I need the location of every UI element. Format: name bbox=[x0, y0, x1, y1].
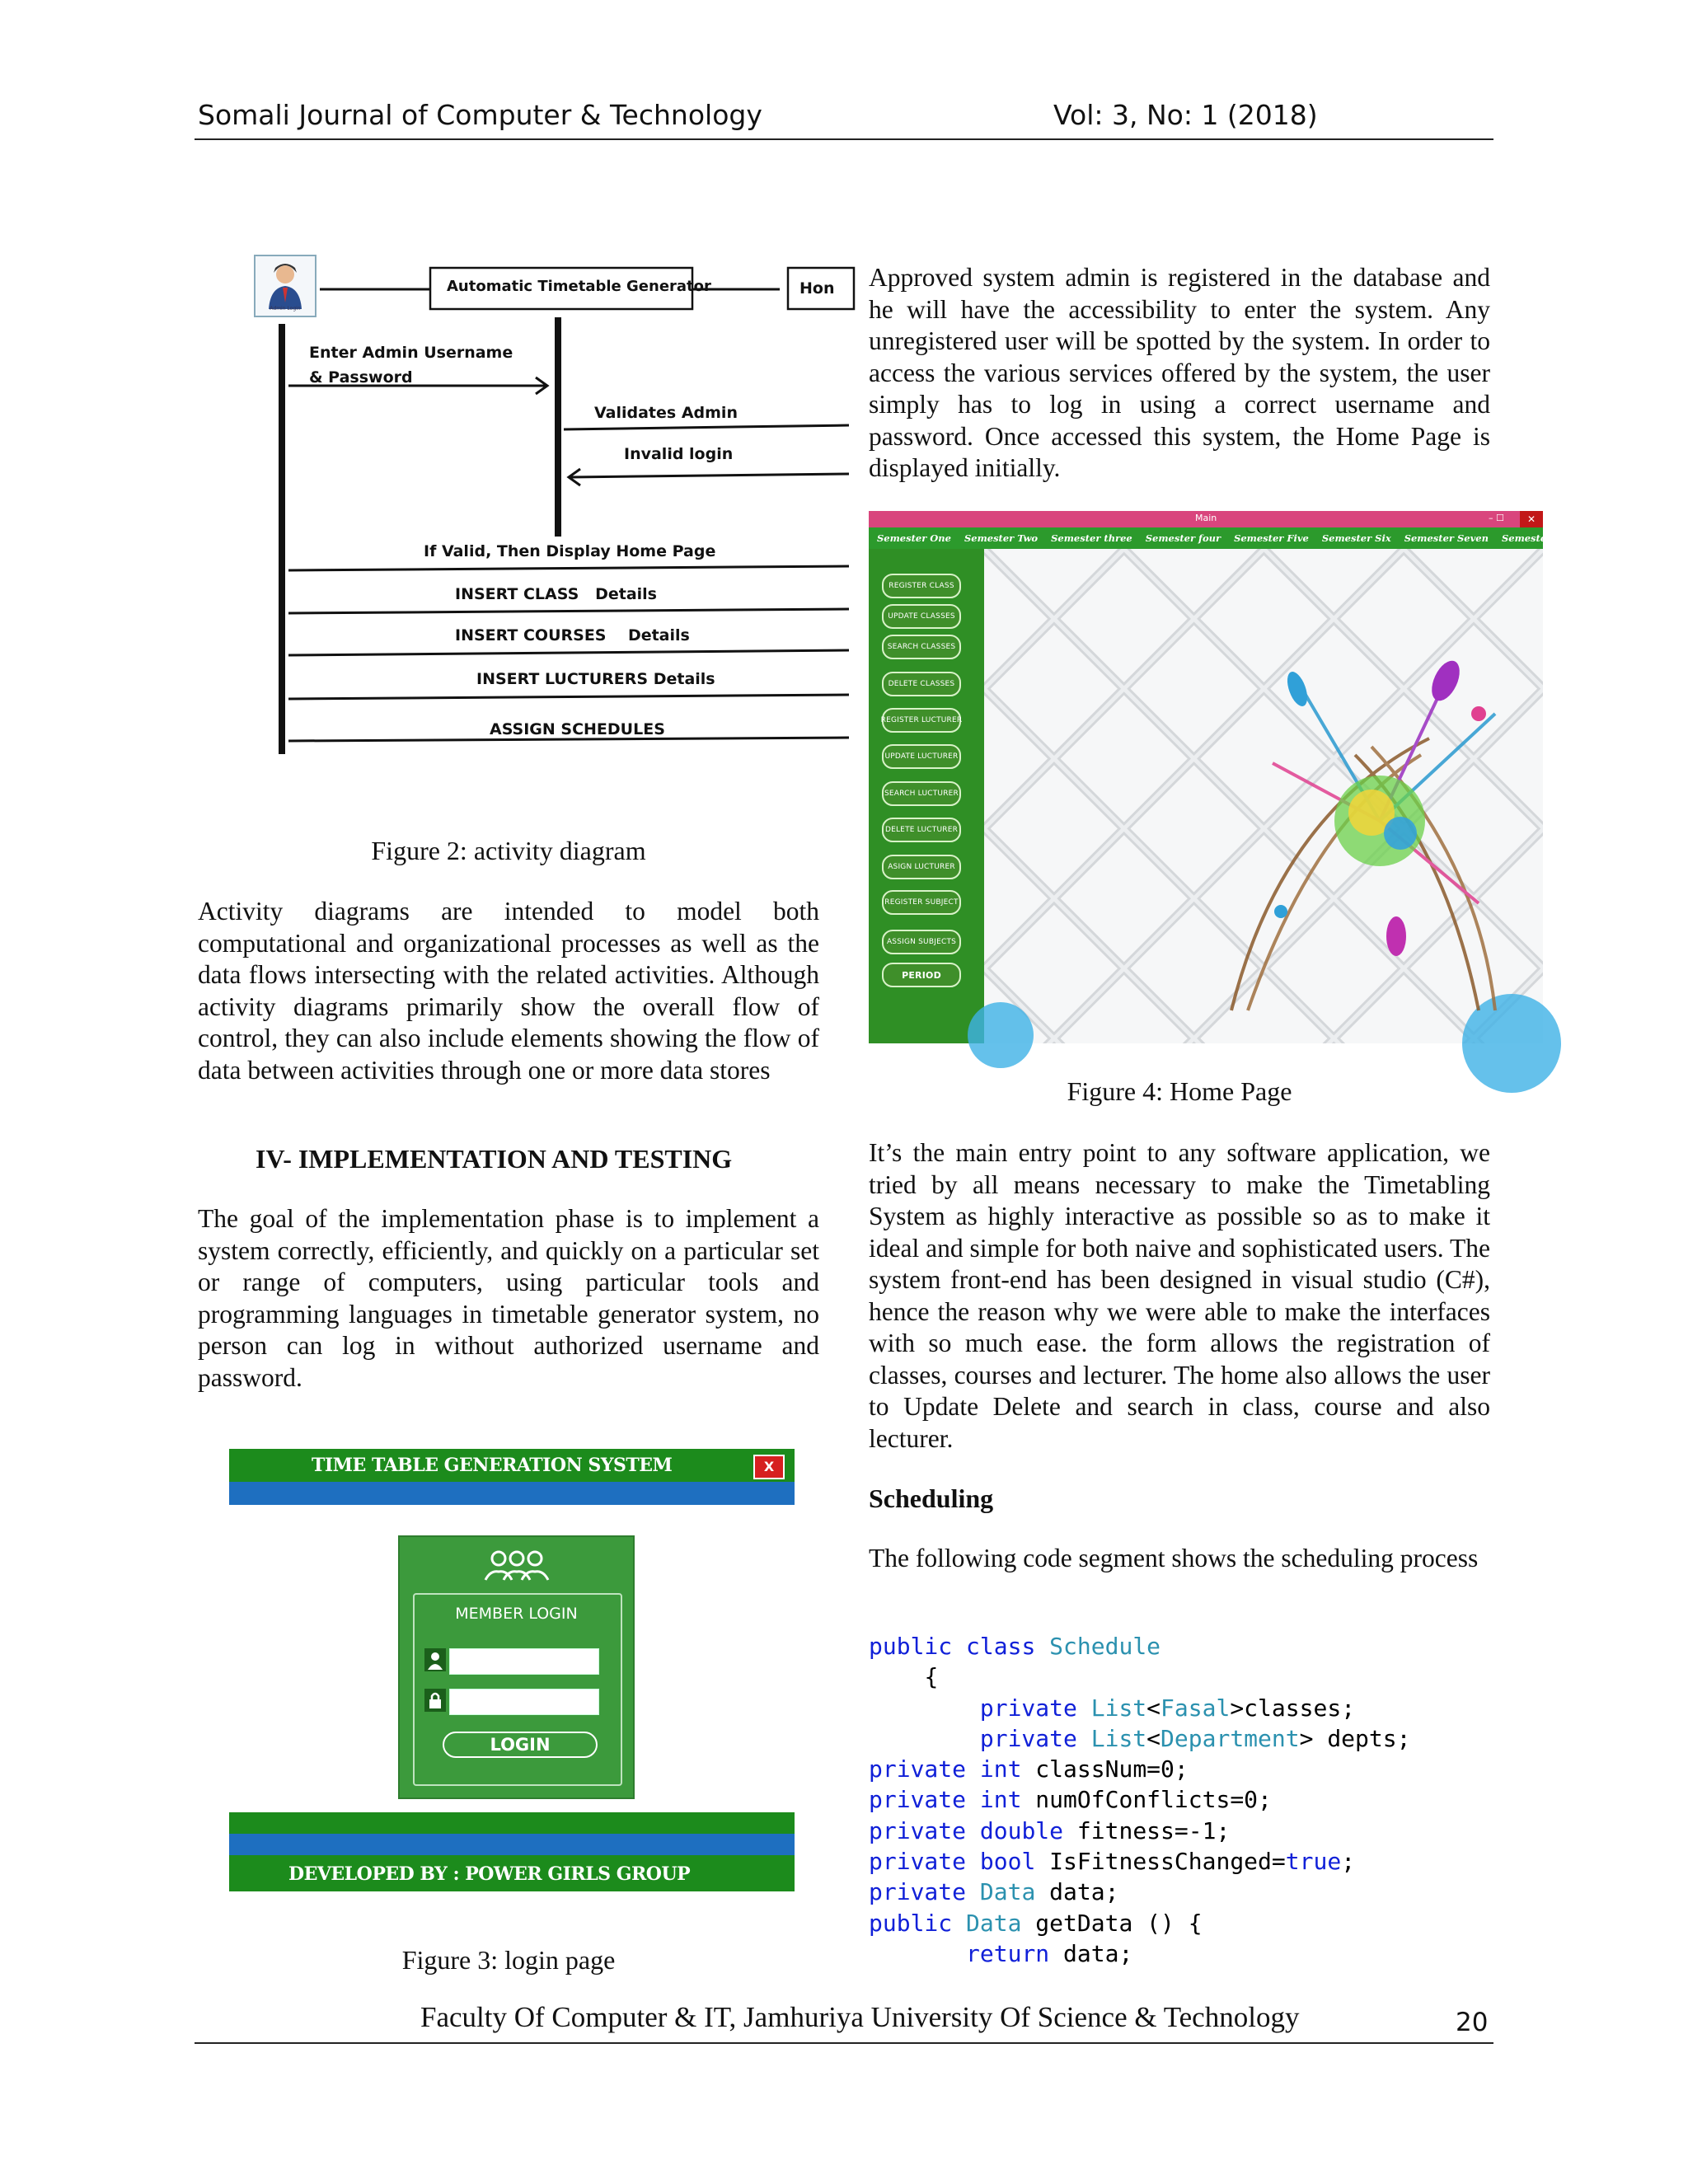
footer-rule bbox=[195, 2042, 1493, 2044]
actor-head-icon bbox=[276, 265, 294, 284]
volume-info: Vol: 3, No: 1 (2018) bbox=[1053, 99, 1318, 131]
header-rule bbox=[195, 138, 1493, 140]
login-titlebar bbox=[229, 1449, 795, 1482]
code-token: classNum=0; bbox=[1021, 1755, 1189, 1783]
login-blue-band-bottom bbox=[229, 1834, 795, 1855]
code-token: List bbox=[1090, 1694, 1147, 1722]
code-token: Department bbox=[1160, 1724, 1300, 1752]
code-token: int bbox=[979, 1755, 1022, 1783]
menu-semester-8[interactable]: Semester Eight bbox=[1501, 532, 1584, 544]
home-window-title: Main bbox=[1195, 513, 1217, 523]
search-lecturer-button[interactable]: SEARCH LUCTURER bbox=[882, 781, 961, 806]
home-titlebar bbox=[869, 511, 1543, 527]
menu-semester-3[interactable]: Semester three bbox=[1051, 532, 1132, 544]
code-token: { bbox=[924, 1663, 939, 1691]
code-token: private bbox=[979, 1724, 1077, 1752]
semester-menu bbox=[869, 527, 1584, 549]
code-token: private bbox=[869, 1878, 967, 1906]
login-footer-bar bbox=[229, 1855, 795, 1891]
search-classes-button[interactable]: SEARCH CLASSES bbox=[882, 635, 961, 659]
code-token: private bbox=[869, 1755, 967, 1783]
code-token: double bbox=[979, 1816, 1064, 1844]
code-token: numOfConflicts=0; bbox=[1021, 1786, 1272, 1814]
code-token: getData () { bbox=[1021, 1909, 1203, 1937]
journal-title: Somali Journal of Computer & Technology bbox=[198, 99, 762, 131]
window-controls-icon[interactable]: – ☐ bbox=[1489, 513, 1504, 523]
msg-enter-1: Enter Admin Username bbox=[309, 344, 513, 362]
implementation-paragraph: The goal of the implementation phase is to implement a system correctly, efficiently, and quickly on a particular set or range of computers, using particular tools and programming languages in timetable generator system, no person can log in without authorized username and password. bbox=[198, 1204, 819, 1392]
intro-paragraph: Approved system admin is registered in the database and he will have the accessibility to enter the system. Any unregistered user will be spotted by the system. In order to access the various services offered by the system, the user simply has to log in using a correct username and password. Once accessed this system, the Home Page is displayed initially. bbox=[869, 263, 1490, 482]
code-token: int bbox=[979, 1786, 1022, 1814]
login-button[interactable]: LOGIN bbox=[443, 1732, 598, 1758]
login-close-button[interactable]: X bbox=[753, 1455, 785, 1479]
code-listing bbox=[869, 1631, 1410, 1969]
update-classes-button[interactable]: UPDATE CLASSES bbox=[882, 604, 961, 629]
msg-if-valid: If Valid, Then Display Home Page bbox=[424, 542, 716, 560]
actor-label: Admin Login bbox=[270, 306, 301, 312]
menu-semester-7[interactable]: Semester Seven bbox=[1404, 532, 1489, 544]
page-number: 20 bbox=[1456, 2008, 1489, 2037]
login-panel bbox=[398, 1535, 635, 1799]
code-token: data; bbox=[1049, 1939, 1133, 1967]
code-token: true bbox=[1285, 1848, 1342, 1876]
msg-assign: ASSIGN SCHEDULES bbox=[490, 720, 665, 738]
login-green-band bbox=[229, 1812, 795, 1834]
scheduling-heading: Scheduling bbox=[869, 1483, 994, 1513]
menu-semester-1[interactable]: Semester One bbox=[877, 532, 951, 544]
login-blue-band bbox=[229, 1482, 795, 1505]
assign-subjects-button[interactable]: ASSIGN SUBJECTS bbox=[882, 930, 961, 954]
window-close-icon[interactable]: ✕ bbox=[1520, 511, 1543, 527]
code-token: private bbox=[869, 1816, 967, 1844]
code-token: ; bbox=[1341, 1848, 1356, 1876]
login-figure bbox=[229, 1449, 795, 1898]
code-token: Fasal bbox=[1160, 1694, 1231, 1722]
users-icon bbox=[482, 1547, 551, 1583]
delete-lecturer-button[interactable]: DELETE LUCTURER bbox=[882, 818, 961, 842]
code-token: >classes; bbox=[1230, 1694, 1356, 1722]
menu-semester-6[interactable]: Semester Six bbox=[1321, 532, 1391, 544]
section-heading: IV- IMPLEMENTATION AND TESTING bbox=[256, 1144, 733, 1174]
msg-insert-lecturers: INSERT LUCTURERS Details bbox=[476, 670, 715, 688]
msg-enter-2: & Password bbox=[309, 368, 413, 387]
code-token: public bbox=[869, 1909, 953, 1937]
figure4-caption: Figure 4: Home Page bbox=[1067, 1076, 1292, 1106]
assign-lecturer-button[interactable]: ASIGN LUCTURER bbox=[882, 855, 961, 879]
code-token: private bbox=[869, 1786, 967, 1814]
scheduling-paragraph: The following code segment shows the scheduling process bbox=[869, 1544, 1479, 1572]
menu-semester-5[interactable]: Semester Five bbox=[1234, 532, 1309, 544]
system-lifeline bbox=[555, 317, 561, 537]
msg-invalid: Invalid login bbox=[624, 445, 734, 463]
code-token: < bbox=[1146, 1724, 1161, 1752]
update-lecturer-button[interactable]: UPDATE LUCTURER bbox=[882, 744, 961, 769]
code-token: IsFitnessChanged= bbox=[1035, 1848, 1286, 1876]
register-lecturer-button[interactable]: REGISTER LUCTURER bbox=[882, 708, 961, 733]
code-token: fitness=-1; bbox=[1063, 1816, 1231, 1844]
code-token: > depts; bbox=[1299, 1724, 1411, 1752]
code-token: < bbox=[1146, 1694, 1161, 1722]
msg-insert-class: INSERT CLASS Details bbox=[455, 585, 657, 603]
username-input[interactable] bbox=[449, 1648, 599, 1675]
code-token: private bbox=[869, 1848, 967, 1876]
msg-insert-courses: INSERT COURSES Details bbox=[455, 626, 690, 644]
login-footer-text: DEVELOPED BY : POWER GIRLS GROUP bbox=[288, 1863, 691, 1885]
home-box-label: Hon bbox=[799, 279, 835, 298]
home-background-art bbox=[984, 549, 1543, 1043]
code-token: Data bbox=[966, 1909, 1022, 1937]
home-sidebar bbox=[869, 549, 984, 1043]
register-class-button[interactable]: REGISTER CLASS bbox=[882, 574, 961, 598]
msg-validates: Validates Admin bbox=[594, 404, 738, 422]
code-token: data; bbox=[1035, 1878, 1119, 1906]
lock-icon bbox=[424, 1689, 446, 1712]
member-login-label: MEMBER LOGIN bbox=[455, 1605, 578, 1623]
menu-semester-2[interactable]: Semester Two bbox=[964, 532, 1039, 544]
code-token: public bbox=[869, 1633, 953, 1660]
delete-classes-button[interactable]: DELETE CLASSES bbox=[882, 672, 961, 696]
password-input[interactable] bbox=[449, 1689, 599, 1715]
code-token: class bbox=[966, 1633, 1036, 1660]
activity-diagram bbox=[247, 251, 849, 762]
footer-text: Faculty Of Computer & IT, Jamhuriya University Of Science & Technology bbox=[420, 2001, 1300, 2033]
code-token: private bbox=[979, 1694, 1077, 1722]
user-icon bbox=[424, 1648, 446, 1671]
login-title: TIME TABLE GENERATION SYSTEM bbox=[312, 1455, 673, 1476]
register-subject-button[interactable]: REGISTER SUBJECT bbox=[882, 890, 961, 915]
figure2-caption: Figure 2: activity diagram bbox=[371, 836, 646, 865]
actor-lifeline bbox=[279, 324, 285, 754]
code-token: Schedule bbox=[1049, 1633, 1161, 1660]
figure3-caption: Figure 3: login page bbox=[401, 1945, 616, 1975]
title-box-label: Automatic Timetable Generator bbox=[447, 278, 711, 295]
period-button[interactable]: PERIOD bbox=[882, 963, 961, 987]
entry-point-paragraph: It’s the main entry point to any software application, we tried by all means necessary to make the Timetabling System as highly interactive as possible so as to make it ideal and simple for both naive and sophisticated users. The system front-end has been designed in visual studio (C#), hence the reason why we were able to make the interfaces with so much ease. the form allows the registration of classes, courses and lecturer. The home also allows the user to Update Delete and search in class, course and also lecturer. bbox=[869, 1138, 1490, 1453]
code-token: return bbox=[966, 1939, 1050, 1967]
menu-semester-4[interactable]: Semester four bbox=[1145, 532, 1221, 544]
code-token: bool bbox=[979, 1848, 1036, 1876]
code-token: Data bbox=[979, 1878, 1036, 1906]
activity-paragraph: Activity diagrams are intended to model both computational and organizational processes as well as the data flows intersecting with the related activities. Although activity diagrams primarily show the overall flow of control, they can also include elements showing the flow of data between activities through one or more data stores bbox=[198, 897, 819, 1085]
home-figure bbox=[869, 511, 1584, 1043]
code-token: List bbox=[1090, 1724, 1147, 1752]
